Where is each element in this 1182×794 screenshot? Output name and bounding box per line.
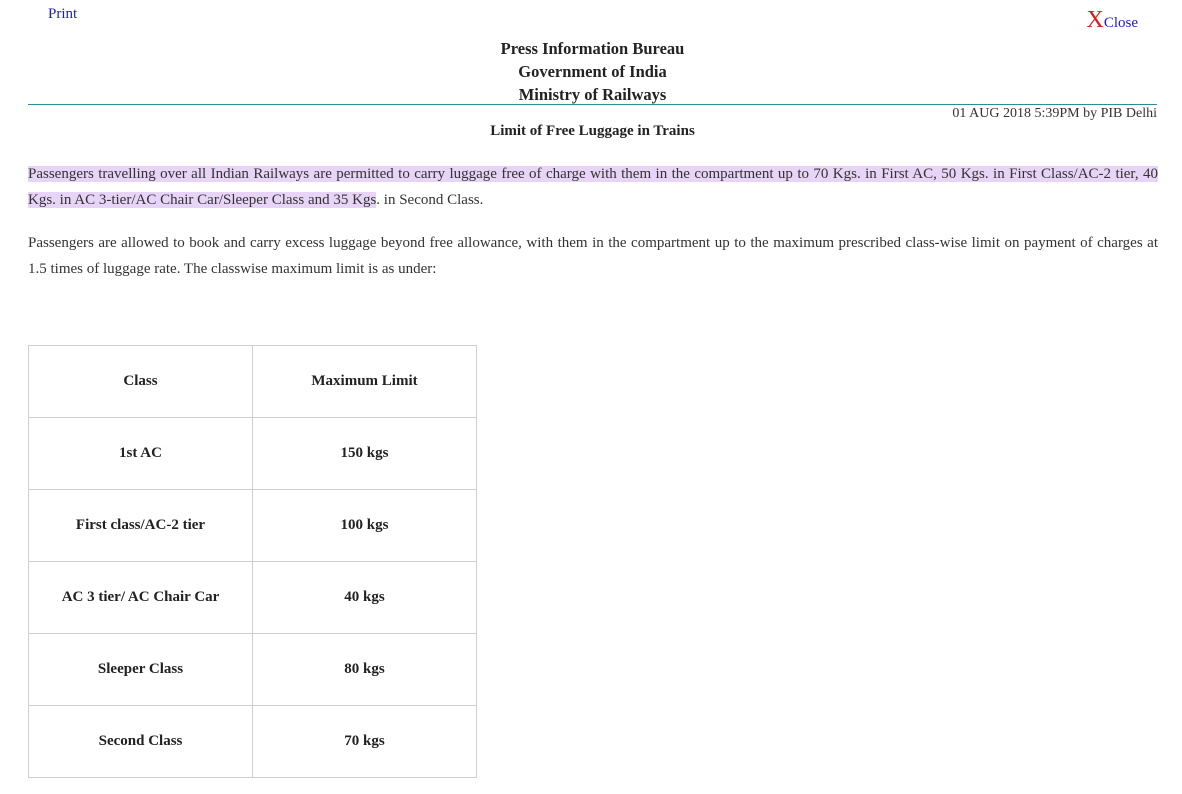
limit-cell: 40 kgs <box>253 562 477 634</box>
limit-cell: 150 kgs <box>253 418 477 490</box>
class-cell: First class/AC-2 tier <box>29 490 253 562</box>
column-header-maximum-limit: Maximum Limit <box>253 346 477 418</box>
close-icon: X <box>1086 7 1104 33</box>
paragraph-excess-luggage: Passengers are allowed to book and carry excess luggage beyond free allowance, with them in the compartment up to the maximum prescribed class-wise limit on payment of charges at 1.5 times of luggage rate. The classwise maximum limit is as under: <box>28 235 1158 277</box>
close-link[interactable] <box>1086 8 1138 32</box>
close-label: Close <box>1103 15 1138 31</box>
table-row <box>29 418 477 490</box>
table-row <box>29 490 477 562</box>
limit-cell: 80 kgs <box>253 634 477 706</box>
class-cell: Sleeper Class <box>29 634 253 706</box>
print-link[interactable]: Print <box>48 6 78 22</box>
paragraph-free-allowance <box>28 161 1158 213</box>
release-title: Limit of Free Luggage in Trains <box>490 123 695 139</box>
class-cell: AC 3 tier/ AC Chair Car <box>29 562 253 634</box>
header-government: Government of India <box>518 62 667 81</box>
paragraph-tail: . in Second Class. <box>376 192 484 208</box>
limit-cell: 70 kgs <box>253 706 477 778</box>
header-divider <box>28 104 1157 105</box>
header-ministry: Ministry of Railways <box>518 85 667 104</box>
dateline: 01 AUG 2018 5:39PM by PIB Delhi <box>952 106 1157 121</box>
table-row <box>29 634 477 706</box>
table-row <box>29 562 477 634</box>
limit-cell: 100 kgs <box>253 490 477 562</box>
luggage-limit-table <box>28 345 477 778</box>
header-bureau: Press Information Bureau <box>500 39 685 58</box>
class-cell: Second Class <box>29 706 253 778</box>
class-cell: 1st AC <box>29 418 253 490</box>
table-header-row <box>29 346 477 418</box>
column-header-class: Class <box>29 346 253 418</box>
highlighted-text: Passengers travelling over all Indian Railways are permitted to carry luggage free of charge with them in the compartment up to 70 Kgs. in First AC, 50 Kgs. in First Class/AC-2 tier, 40 Kgs. in AC 3-tier/AC Chair Car/Sleeper Class and 35 Kgs <box>28 166 1158 208</box>
table-row <box>29 706 477 778</box>
header-block <box>0 37 1182 106</box>
